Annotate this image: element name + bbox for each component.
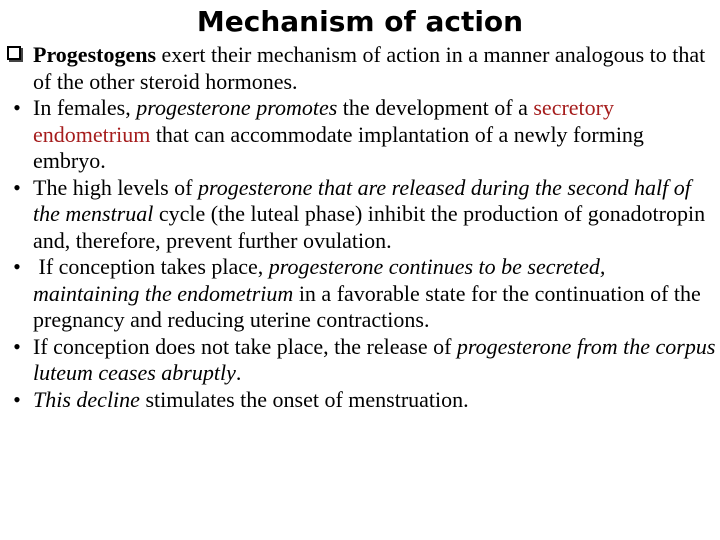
emphasis-text: progesterone from the corpus luteum ceases abruptly bbox=[33, 333, 716, 385]
bullet-text: The high levels of bbox=[33, 174, 198, 200]
bullet-item-females bbox=[4, 95, 716, 175]
term-progestogens: Progestogens bbox=[33, 42, 157, 67]
bullet-item-progestogens bbox=[4, 42, 716, 95]
bullet-text: If conception takes place, bbox=[33, 254, 269, 279]
dot-bullet-icon: • bbox=[13, 254, 21, 279]
bullet-item-high-levels bbox=[4, 175, 716, 255]
bullet-item-decline bbox=[4, 387, 716, 414]
bullet-text: in a favorable state for the continuation of the pregnancy and reducing uterine contractions. bbox=[33, 280, 701, 332]
bullet-text: stimulates the onset of menstruation. bbox=[139, 386, 469, 412]
highlight-secretory-endometrium: secretory endometrium bbox=[33, 95, 614, 147]
bullet-text: . bbox=[235, 360, 242, 385]
dot-bullet-icon: • bbox=[13, 333, 21, 359]
bullet-item-conception bbox=[4, 254, 716, 334]
dot-bullet-icon: • bbox=[13, 386, 21, 412]
emphasis-text: progesterone that are released during the second half of the menstrual bbox=[33, 174, 691, 226]
slide-title: Mechanism of action bbox=[196, 5, 524, 38]
emphasis-text: This decline bbox=[33, 386, 140, 412]
dot-bullet-icon: • bbox=[13, 174, 21, 200]
bullet-text: In females, bbox=[33, 95, 137, 120]
emphasis-text: progesterone continues to be secreted, maintaining the endometrium bbox=[33, 254, 606, 306]
bullet-list bbox=[4, 42, 716, 413]
bullet-text: If conception does not take place, the release of bbox=[33, 333, 457, 359]
bullet-item-no-conception bbox=[4, 334, 716, 387]
bullet-text: that can accommodate implantation of a newly forming embryo. bbox=[33, 121, 644, 173]
bullet-text: exert their mechanism of action in a manner analogous to that of the other steroid hormones. bbox=[33, 42, 706, 94]
dot-bullet-icon: • bbox=[13, 95, 21, 120]
bullet-text: the development of a bbox=[337, 95, 534, 120]
square-bullet-icon bbox=[7, 46, 21, 60]
emphasis-text: progesterone promotes bbox=[136, 95, 338, 120]
bullet-text: cycle (the luteal phase) inhibit the production of gonadotropin and, therefore, prevent further ovulation. bbox=[33, 201, 706, 253]
